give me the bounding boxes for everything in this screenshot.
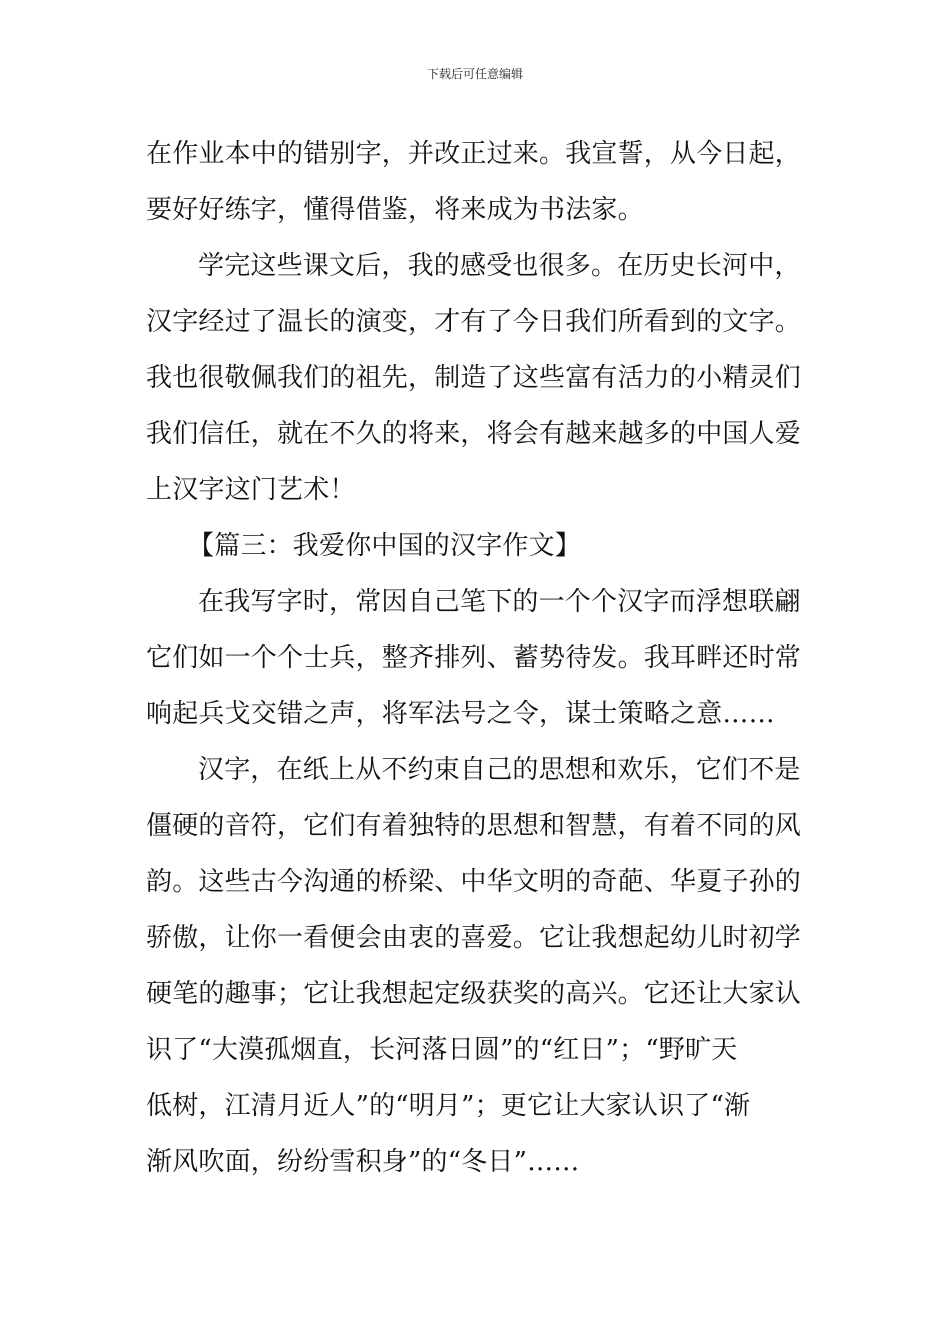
paragraph-start-line: 在我写字时，常因自己笔下的一个个汉字而浮想联翩 (198, 587, 801, 617)
text-line: 响起兵戈交错之声，将军法号之令，谋士策略之意…… (146, 699, 775, 729)
text-line: 渐风吹面，纷纷雪积身”的“冬日”…… (146, 1147, 580, 1177)
text-line: 识了“大漠孤烟直，长河落日圆”的“红日”；“野旷天 (146, 1035, 738, 1065)
text-line: 我也很敬佩我们的祖先，制造了这些富有活力的小精灵们 (146, 363, 802, 393)
paragraph-start-line: 汉字，在纸上从不约束自己的思想和欢乐，它们不是 (198, 755, 801, 785)
document-body (146, 126, 810, 1190)
section-heading: 【篇三：我爱你中国的汉字作文】 (188, 531, 582, 561)
text-line: 僵硬的音符，它们有着独特的思想和智慧，有着不同的风 (146, 811, 802, 841)
page-header: 下载后可任意编辑 (426, 67, 523, 81)
text-line: 低树，江清月近人”的“明月”；更它让大家认识了“渐 (146, 1091, 751, 1121)
text-line: 在作业本中的错别字，并改正过来。我宣誓，从今日起， (146, 139, 802, 169)
text-line: 我们信任，就在不久的将来，将会有越来越多的中国人爱 (146, 419, 802, 449)
text-line: 骄傲，让你一看便会由衷的喜爱。它让我想起幼儿时初学 (146, 923, 802, 953)
text-line: 韵。这些古今沟通的桥梁、中华文明的奇葩、华夏子孙的 (146, 867, 802, 897)
paragraph-start-line: 学完这些课文后，我的感受也很多。在历史长河中， (198, 251, 801, 281)
text-line: 它们如一个个士兵，整齐排列、蓄势待发。我耳畔还时常 (146, 643, 802, 673)
text-line: 要好好练字，懂得借鉴，将来成为书法家。 (146, 195, 644, 225)
text-line: 硬笔的趣事；它让我想起定级获奖的高兴。它还让大家认 (146, 979, 802, 1009)
text-line: 汉字经过了温长的演变，才有了今日我们所看到的文字。 (146, 307, 802, 337)
text-line: 上汉字这门艺术！ (146, 475, 356, 505)
